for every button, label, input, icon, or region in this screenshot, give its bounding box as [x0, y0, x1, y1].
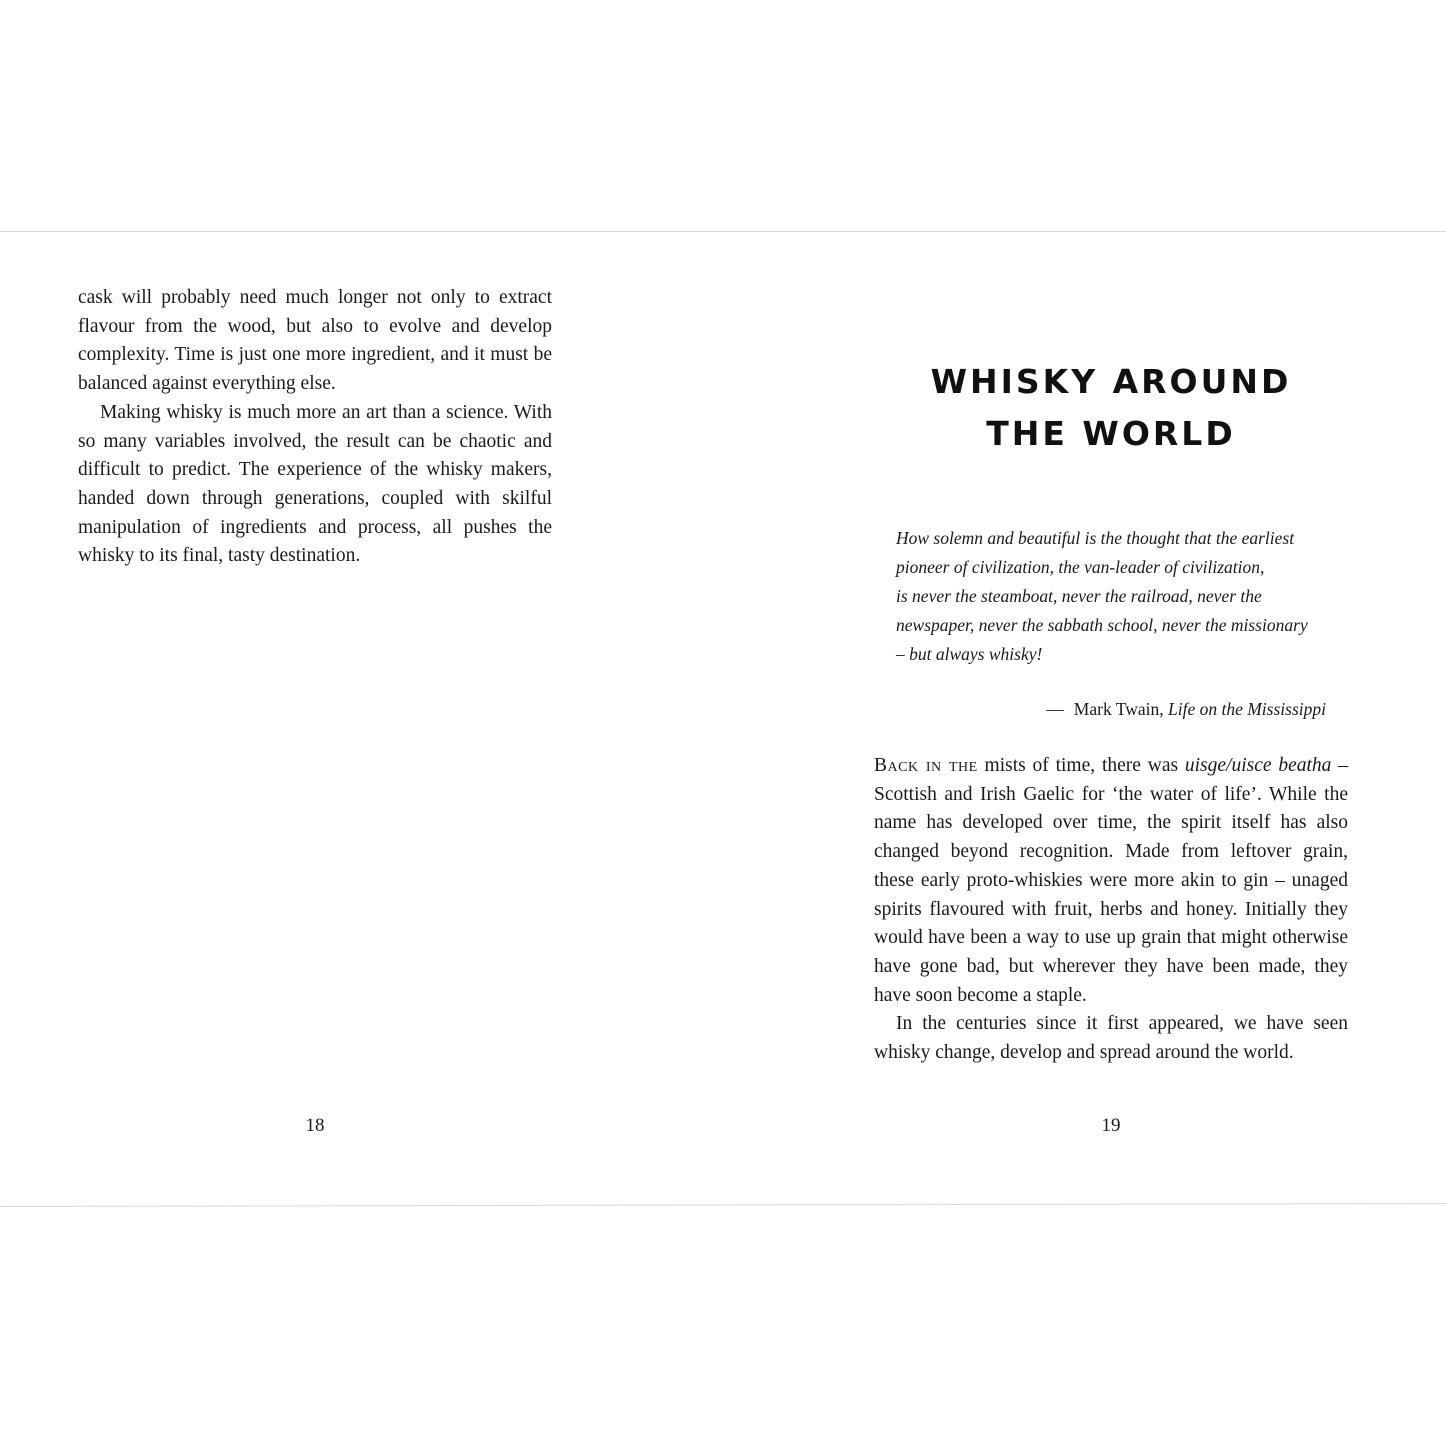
attribution-work: Life on the Mississippi	[1168, 699, 1326, 719]
right-page	[874, 356, 1348, 1068]
attribution-author: Mark Twain,	[1073, 699, 1164, 719]
page-number-right: 19	[1101, 1115, 1121, 1136]
chapter-title-line-2: THE WORLD	[986, 414, 1236, 453]
chapter-title-line-1: WHISKY AROUND	[930, 362, 1292, 401]
epigraph-line-1: How solemn and beautiful is the thought that the earliest	[896, 528, 1295, 548]
epigraph-line-2: pioneer of civilization, the van-leader of civilization,	[896, 557, 1265, 577]
attribution-dash: —	[1046, 699, 1064, 719]
gaelic-term: uisge/uisce beatha	[1184, 755, 1332, 776]
page-number-left: 18	[305, 1115, 325, 1136]
paragraph-1-text-a: mists of time, there was	[977, 755, 1185, 776]
left-paragraph-2: Making whisky is much more an art than a science. With so many variables involved, the result can be chaotic and difficult to predict. The experience of the whisky makers, handed down through generations, coupled with skilful manipulation of ingredients and process, all pushes the whisky to its final, tasty destination.	[78, 401, 552, 567]
chapter-title	[874, 356, 1348, 460]
left-paragraph-1: cask will probably need much longer not only to extract flavour from the wood, but also to evolve and develop complexity. Time is just one more ingredient, and it must be balanced against everything else.	[78, 287, 552, 395]
epigraph-line-3: is never the steamboat, never the railroad, never the	[896, 586, 1262, 606]
top-page-edge	[0, 231, 1446, 232]
epigraph-line-4: newspaper, never the sabbath school, never the missionary	[896, 615, 1308, 635]
bottom-page-edge	[0, 1203, 1446, 1207]
right-paragraph-1	[874, 752, 1348, 1010]
left-page	[78, 284, 552, 571]
epigraph-attribution	[874, 695, 1326, 724]
epigraph-line-5: – but always whisky!	[896, 644, 1043, 664]
epigraph	[896, 524, 1346, 669]
lead-in-small-caps: Back in the	[874, 755, 978, 776]
paragraph-1-text-b: – Scottish and Irish Gaelic for ‘the water of life’. While the name has developed over time, the spirit itself has also changed beyond recognition. Made from leftover grain, these early proto-whiskies were more akin to gin – unaged spirits flavoured with fruit, herbs and honey. Initially they would have been a way to use up grain that might otherwise have gone bad, but wherever they have been made, they have soon become a staple.	[874, 755, 1349, 1006]
right-paragraph-2: In the centuries since it first appeared, we have seen whisky change, develop and spread around the world.	[874, 1013, 1348, 1064]
